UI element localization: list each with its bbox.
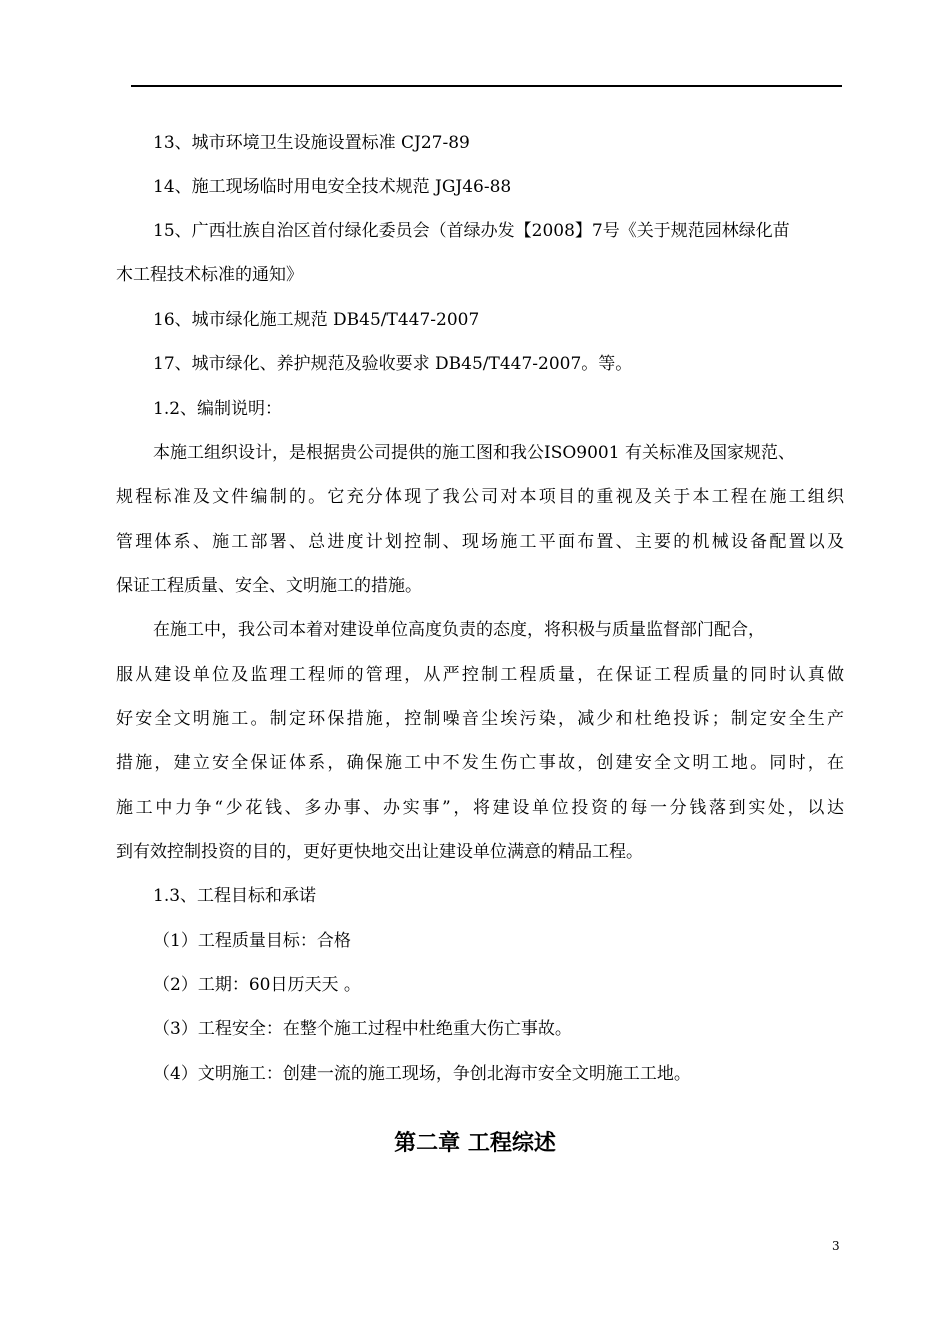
para2-line2: 服从建设单位及监理工程师的管理，从严控制工程质量，在保证工程质量的同时认真做 <box>116 665 844 685</box>
para2-line6: 到有效控制投资的目的，更好更快地交出让建设单位满意的精品工程。 <box>116 842 643 862</box>
para2-line4: 措施，建立安全保证体系，确保施工中不发生伤亡事故，创建安全文明工地。同时，在 <box>116 753 844 773</box>
standard-13: 13、城市环境卫生设施设置标准 CJ27-89 <box>153 133 470 153</box>
standard-17: 17、城市绿化、养护规范及验收要求 DB45/T447-2007。等。 <box>153 354 633 374</box>
para1-line3: 管理体系、施工部署、总进度计划控制、现场施工平面布置、主要的机械设备配置以及 <box>116 532 844 552</box>
section-1-3-heading: 1.3、工程目标和承诺 <box>153 886 317 906</box>
standard-15-line1: 15、广西壮族自治区首付绿化委员会（首绿办发【2008】7号《关于规范园林绿化苗 <box>153 221 790 241</box>
para2-line5: 施工中力争“少花钱、多办事、办实事”，将建设单位投资的每一分钱落到实处，以达 <box>116 798 844 818</box>
para1-line4: 保证工程质量、安全、文明施工的措施。 <box>116 576 422 596</box>
para1-line1: 本施工组织设计，是根据贵公司提供的施工图和我公ISO9001 有关标准及国家规范、 <box>153 443 795 463</box>
goal-duration: （2）工期：60日历天天 。 <box>153 975 361 995</box>
goal-safety: （3）工程安全：在整个施工过程中杜绝重大伤亡事故。 <box>153 1019 572 1039</box>
section-1-2-heading: 1.2、编制说明： <box>153 399 283 419</box>
para2-line1: 在施工中，我公司本着对建设单位高度负责的态度，将积极与质量监督部门配合， <box>153 620 765 640</box>
para2-line3: 好安全文明施工。制定环保措施，控制噪音尘埃污染，减少和杜绝投诉；制定安全生产 <box>116 709 844 729</box>
standard-15-line2: 木工程技术标准的通知》 <box>116 265 303 285</box>
header-rule <box>131 85 842 87</box>
goal-civilized-construction: （4）文明施工：创建一流的施工现场，争创北海市安全文明施工工地。 <box>153 1064 691 1084</box>
page-number: 3 <box>832 1239 840 1253</box>
standard-14: 14、施工现场临时用电安全技术规范 JGJ46-88 <box>153 177 512 197</box>
para1-line2: 规程标准及文件编制的。它充分体现了我公司对本项目的重视及关于本工程在施工组织 <box>116 487 844 507</box>
chapter-title: 第二章 工程综述 <box>394 1131 556 1156</box>
goal-quality: （1）工程质量目标：合格 <box>153 931 351 951</box>
standard-16: 16、城市绿化施工规范 DB45/T447-2007 <box>153 310 480 330</box>
